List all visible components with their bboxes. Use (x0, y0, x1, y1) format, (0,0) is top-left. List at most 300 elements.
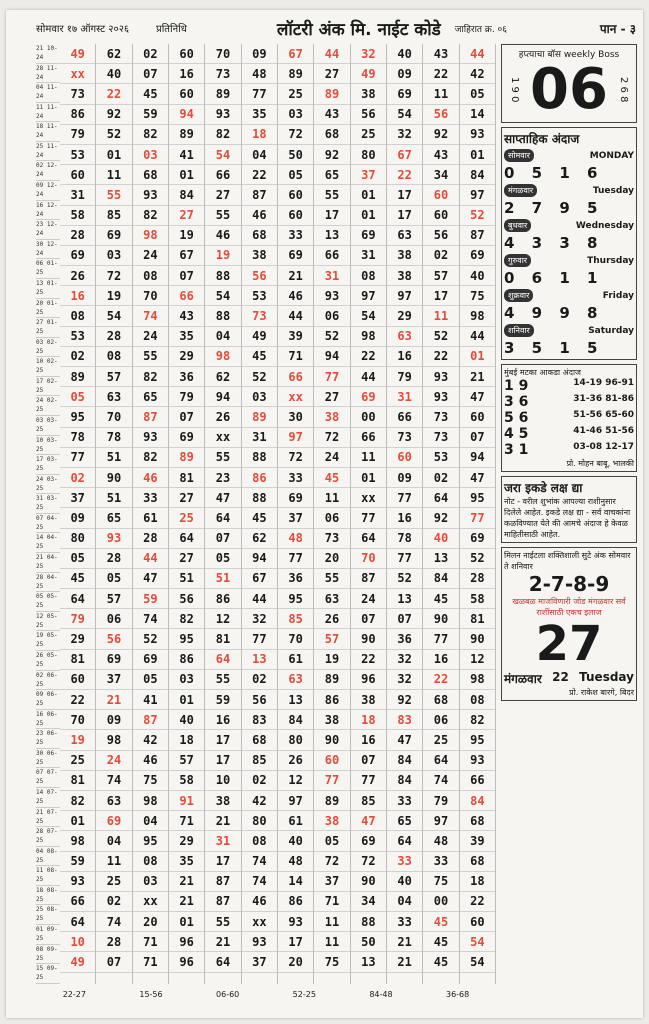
weekly-forecast-box (501, 127, 637, 360)
table-cell: 52 (314, 327, 349, 347)
guess-digits: 1 9 (504, 378, 529, 394)
table-cell: 93 (460, 751, 495, 771)
week-labels (36, 44, 60, 984)
table-cell: 38 (351, 690, 386, 710)
table-cell: 75 (314, 952, 349, 972)
table-cell: 66 (60, 892, 95, 912)
guess-author: प्रो. मोहन बाबू, भालकी (566, 459, 634, 468)
table-cell: 06 (423, 710, 458, 730)
forecast-day (504, 289, 634, 302)
table-cell: 27 (205, 185, 240, 205)
table-cell: 31 (314, 266, 349, 286)
table-cell: 46 (278, 286, 313, 306)
table-cell: 42 (242, 791, 277, 811)
table-cell: 55 (205, 206, 240, 226)
table-cell: 77 (351, 771, 386, 791)
day-label-en: Thursday (587, 255, 634, 266)
table-cell: 17 (387, 206, 422, 226)
table-cell: 53 (242, 286, 277, 306)
table-cell: 87 (205, 872, 240, 892)
table-cell: 93 (242, 932, 277, 952)
week-label: 23 12-24 (36, 220, 60, 240)
table-cell: 25 (278, 84, 313, 104)
table-cell: 88 (242, 488, 277, 508)
table-cell: 85 (242, 751, 277, 771)
table-cell: 68 (133, 165, 168, 185)
table-cell: 85 (96, 206, 131, 226)
table-cell: 22 (387, 165, 422, 185)
table-cell: 27 (169, 549, 204, 569)
table-cell: 25 (351, 125, 386, 145)
table-cell: 74 (96, 771, 131, 791)
table-cell: 01 (60, 811, 95, 831)
table-cell: 27 (169, 206, 204, 226)
table-cell: 88 (205, 306, 240, 326)
day-label-en: Tuesday (592, 185, 634, 196)
table-cell: 89 (314, 670, 349, 690)
table-cell: 52 (133, 629, 168, 649)
table-cell: 44 (314, 44, 349, 64)
table-cell: 87 (242, 185, 277, 205)
footer-value: 84-48 (369, 990, 393, 999)
table-cell: 63 (96, 791, 131, 811)
table-cell: 98 (351, 327, 386, 347)
table-cell: 02 (242, 771, 277, 791)
table-cell: 24 (96, 751, 131, 771)
table-cell: 96 (169, 932, 204, 952)
table-cell: 17 (387, 185, 422, 205)
table-cell: 05 (278, 165, 313, 185)
table-cell: 48 (242, 64, 277, 84)
table-cell: 24 (133, 246, 168, 266)
table-cell: 54 (96, 306, 131, 326)
table-cell: 43 (423, 145, 458, 165)
week-label: 09 12-24 (36, 181, 60, 201)
table-cell: 72 (278, 448, 313, 468)
table-cell: 92 (387, 690, 422, 710)
table-cell: 93 (133, 185, 168, 205)
table-cell: 45 (423, 952, 458, 972)
table-cell: 84 (460, 165, 495, 185)
table-cell: 79 (387, 367, 422, 387)
table-cell: 01 (351, 468, 386, 488)
table-cell: 78 (60, 428, 95, 448)
table-cell: 73 (423, 407, 458, 427)
table-cell: 11 (314, 912, 349, 932)
table-cell: 36 (169, 367, 204, 387)
table-cell: 02 (96, 892, 131, 912)
table-cell: 56 (242, 690, 277, 710)
table-cell: 13 (242, 650, 277, 670)
table-cell: 98 (460, 670, 495, 690)
table-cell: 69 (96, 811, 131, 831)
table-cell: 55 (205, 670, 240, 690)
table-cell: 68 (242, 226, 277, 246)
week-label: 10 02-25 (36, 357, 60, 377)
table-cell: 66 (169, 286, 204, 306)
table-cell: 44 (460, 327, 495, 347)
table-cell: 82 (60, 791, 95, 811)
table-cell: 55 (133, 347, 168, 367)
week-label: 17 03-25 (36, 455, 60, 475)
table-cell: 38 (242, 246, 277, 266)
table-cell: 50 (278, 145, 313, 165)
table-cell: xx (60, 64, 95, 84)
week-label: 04 11-24 (36, 83, 60, 103)
table-cell: 86 (205, 589, 240, 609)
week-label: 21 04-25 (36, 553, 60, 573)
table-cell: 21 (169, 872, 204, 892)
table-cell: 44 (460, 44, 495, 64)
week-label: 09 06-25 (36, 690, 60, 710)
table-cell: 82 (133, 448, 168, 468)
table-cell: 28 (460, 569, 495, 589)
table-cell: 93 (460, 125, 495, 145)
table-cell: 31 (205, 831, 240, 851)
table-cell: 48 (278, 529, 313, 549)
guess-row (504, 410, 634, 426)
weekly-number: 06 (530, 57, 608, 122)
table-cell: 93 (423, 367, 458, 387)
table-cell: 61 (278, 650, 313, 670)
table-cell: 46 (133, 468, 168, 488)
week-label: 06 01-25 (36, 259, 60, 279)
table-cell: 70 (351, 549, 386, 569)
table-cell: 40 (169, 710, 204, 730)
table-cell: 38 (314, 811, 349, 831)
table-cell: 35 (242, 105, 277, 125)
table-cell: 22 (423, 670, 458, 690)
table-cell: 03 (169, 670, 204, 690)
table-cell: 45 (423, 912, 458, 932)
table-cell: 19 (60, 730, 95, 750)
table-cell: 22 (423, 64, 458, 84)
table-cell: 07 (96, 952, 131, 972)
table-column (278, 44, 314, 984)
table-cell: 69 (60, 246, 95, 266)
table-cell: 47 (460, 468, 495, 488)
table-cell: 64 (60, 912, 95, 932)
table-cell: 32 (351, 44, 386, 64)
table-cell: 46 (205, 226, 240, 246)
table-cell: 64 (205, 650, 240, 670)
table-cell: 43 (169, 306, 204, 326)
table-cell: 51 (96, 488, 131, 508)
notice-box (501, 476, 637, 543)
table-cell: 11 (96, 852, 131, 872)
week-label: 21 10-24 (36, 44, 60, 64)
weekly-boss-box (501, 44, 637, 123)
table-cell: 20 (133, 912, 168, 932)
table-cell: 01 (351, 206, 386, 226)
forecast-day (504, 184, 634, 197)
table-cell: 40 (423, 529, 458, 549)
week-label: 15 09-25 (36, 964, 60, 984)
table-cell: 24 (314, 448, 349, 468)
table-cell: 11 (351, 448, 386, 468)
table-cell: 53 (60, 145, 95, 165)
table-cell: 79 (60, 125, 95, 145)
table-cell: 97 (387, 286, 422, 306)
table-cell: 09 (387, 64, 422, 84)
table-cell: 77 (423, 629, 458, 649)
table-cell: 57 (96, 367, 131, 387)
table-cell: 95 (460, 730, 495, 750)
table-cell: 60 (423, 185, 458, 205)
table-cell: 37 (60, 488, 95, 508)
table-cell: 75 (460, 286, 495, 306)
guess-pairs: 51-56 65-60 (573, 410, 634, 420)
table-cell: 31 (242, 428, 277, 448)
table-cell: 55 (314, 185, 349, 205)
table-cell: 16 (423, 650, 458, 670)
table-cell: 65 (314, 165, 349, 185)
table-cell: 33 (423, 852, 458, 872)
table-cell: 60 (423, 206, 458, 226)
table-cell: 28 (96, 549, 131, 569)
table-cell: 66 (278, 367, 313, 387)
table-columns (60, 44, 496, 984)
table-cell: 38 (205, 791, 240, 811)
table-cell: 80 (60, 529, 95, 549)
table-cell: 74 (423, 771, 458, 791)
table-cell: 63 (278, 670, 313, 690)
table-cell: 35 (169, 852, 204, 872)
table-cell: 57 (314, 629, 349, 649)
table-cell: 49 (351, 64, 386, 84)
table-cell: 02 (60, 347, 95, 367)
table-cell: 54 (460, 932, 495, 952)
table-cell: 07 (169, 266, 204, 286)
week-label: 08 09-25 (36, 945, 60, 965)
table-cell: 49 (242, 327, 277, 347)
table-cell: 46 (242, 892, 277, 912)
table-cell: 64 (351, 529, 386, 549)
table-cell: 54 (351, 306, 386, 326)
table-cell: 54 (205, 286, 240, 306)
table-cell: 90 (460, 629, 495, 649)
table-cell: 60 (60, 670, 95, 690)
notice-title: जरा इकडे लक्ष द्या (504, 481, 583, 495)
table-cell: 84 (460, 791, 495, 811)
table-cell: 84 (169, 185, 204, 205)
table-cell: 82 (205, 125, 240, 145)
table-cell: 56 (423, 105, 458, 125)
header-date: सोमवार १७ ऑगस्ट २०२६ (36, 24, 130, 35)
page-header (36, 14, 636, 42)
forecast-title: साप्ताहिक अंदाज (504, 132, 580, 146)
table-cell: 59 (205, 690, 240, 710)
table-cell: 69 (351, 387, 386, 407)
table-cell: 81 (460, 609, 495, 629)
table-cell: 02 (423, 468, 458, 488)
table-cell: 28 (133, 529, 168, 549)
table-cell: 77 (460, 508, 495, 528)
guess-pairs: 31-36 81-86 (573, 394, 634, 404)
table-cell: 34 (351, 892, 386, 912)
table-cell: 37 (96, 670, 131, 690)
table-cell: 07 (205, 529, 240, 549)
forecast-day (504, 254, 634, 267)
week-label: 25 08-25 (36, 905, 60, 925)
table-cell: 55 (205, 448, 240, 468)
guess-pairs: 03-08 12-17 (573, 442, 634, 452)
table-cell: 32 (387, 670, 422, 690)
table-cell: 22 (351, 650, 386, 670)
table-cell: 90 (314, 730, 349, 750)
table-cell: 47 (133, 569, 168, 589)
table-cell: xx (351, 488, 386, 508)
table-cell: 46 (242, 206, 277, 226)
table-cell: 84 (278, 710, 313, 730)
table-cell: 08 (133, 852, 168, 872)
table-cell: 17 (278, 932, 313, 952)
table-cell: 33 (278, 468, 313, 488)
week-label: 04 08-25 (36, 847, 60, 867)
table-cell: 05 (133, 670, 168, 690)
table-cell: 97 (278, 428, 313, 448)
final-day-en: Tuesday (579, 670, 634, 684)
table-cell: 26 (314, 609, 349, 629)
table-cell: 98 (460, 306, 495, 326)
table-cell: 21 (387, 952, 422, 972)
table-cell: 24 (351, 589, 386, 609)
table-cell: 32 (242, 609, 277, 629)
table-cell: 16 (60, 286, 95, 306)
table-cell: 57 (96, 589, 131, 609)
table-cell: 81 (60, 771, 95, 791)
table-cell: 93 (60, 872, 95, 892)
table-cell: 62 (242, 529, 277, 549)
table-cell: 07 (387, 609, 422, 629)
table-cell: 87 (133, 407, 168, 427)
table-cell: 38 (314, 407, 349, 427)
table-column (96, 44, 132, 984)
table-cell: 91 (169, 791, 204, 811)
table-cell: 69 (96, 650, 131, 670)
table-cell: 84 (387, 771, 422, 791)
week-label: 20 01-25 (36, 299, 60, 319)
table-cell: 52 (387, 569, 422, 589)
table-cell: 64 (387, 831, 422, 851)
table-cell: 02 (242, 670, 277, 690)
table-cell: 16 (169, 64, 204, 84)
table-cell: 92 (423, 508, 458, 528)
table-cell: 14 (460, 105, 495, 125)
final-combo: 2-7-8-9 (528, 572, 610, 596)
guess-title: मुंबई मटका आकडा अंदाज (504, 368, 581, 377)
table-cell: 33 (387, 852, 422, 872)
week-label: 01 09-25 (36, 925, 60, 945)
week-label: 31 03-25 (36, 494, 60, 514)
week-label: 10 03-25 (36, 436, 60, 456)
page-number: पान - ३ (599, 21, 636, 36)
table-cell: 40 (387, 872, 422, 892)
table-cell: 89 (169, 125, 204, 145)
table-cell: 64 (60, 589, 95, 609)
table-cell: 03 (96, 246, 131, 266)
table-cell: 16 (387, 347, 422, 367)
table-cell: 89 (60, 367, 95, 387)
table-cell: 37 (351, 165, 386, 185)
table-cell: 87 (460, 226, 495, 246)
table-cell: 32 (387, 650, 422, 670)
guess-pairs: 14-19 96-91 (573, 378, 634, 388)
table-cell: 43 (314, 105, 349, 125)
table-cell: 01 (169, 690, 204, 710)
table-cell: 77 (387, 488, 422, 508)
table-cell: 60 (460, 912, 495, 932)
table-cell: 00 (423, 892, 458, 912)
table-cell: 00 (351, 407, 386, 427)
table-cell: 70 (205, 44, 240, 64)
notice-text: नोट - वरील शुभांक आपल्या राशीनुसार दिलेले आहेत. इकडे लक्ष द्या - सर्व वाचकांना कळविण्यात येते की आमचे अंदाज हे केवळ माहितीसाठी आहेत. (504, 497, 631, 539)
table-cell: 01 (169, 912, 204, 932)
table-cell: 93 (278, 912, 313, 932)
table-cell: 62 (96, 44, 131, 64)
table-cell: 70 (278, 629, 313, 649)
table-cell: 29 (169, 347, 204, 367)
table-cell: 89 (314, 84, 349, 104)
table-cell: 67 (242, 569, 277, 589)
table-cell: 64 (423, 488, 458, 508)
week-label: 23 06-25 (36, 729, 60, 749)
table-cell: 09 (387, 468, 422, 488)
table-cell: 84 (387, 751, 422, 771)
week-label: 03 03-25 (36, 416, 60, 436)
table-cell: 95 (169, 629, 204, 649)
table-column (242, 44, 278, 984)
table-cell: 27 (314, 387, 349, 407)
table-cell: 77 (387, 549, 422, 569)
table-cell: 40 (387, 44, 422, 64)
table-cell: 51 (205, 569, 240, 589)
table-cell: 57 (169, 751, 204, 771)
table-cell: 13 (423, 549, 458, 569)
week-label: 28 04-25 (36, 573, 60, 593)
table-cell: 07 (351, 609, 386, 629)
table-cell: 03 (278, 105, 313, 125)
table-cell: 66 (387, 407, 422, 427)
table-cell: 56 (96, 629, 131, 649)
week-label: 28 07-25 (36, 827, 60, 847)
table-cell: 56 (242, 266, 277, 286)
table-cell: 05 (60, 387, 95, 407)
table-cell: 40 (96, 64, 131, 84)
forecast-numbers: 4 9 9 8 (504, 304, 604, 322)
table-cell: 80 (278, 730, 313, 750)
table-cell: 16 (205, 710, 240, 730)
table-cell: 73 (314, 529, 349, 549)
table-cell: 97 (423, 811, 458, 831)
table-cell: 38 (387, 266, 422, 286)
table-cell: 70 (133, 286, 168, 306)
table-cell: 55 (314, 569, 349, 589)
table-cell: 65 (387, 811, 422, 831)
footer-value: 52-25 (292, 990, 316, 999)
table-cell: 25 (60, 751, 95, 771)
weekly-left: 1 9 0 (509, 77, 520, 103)
table-cell: 37 (314, 872, 349, 892)
table-cell: 30 (278, 407, 313, 427)
table-cell: 05 (60, 549, 95, 569)
weekly-right: 2 6 8 (617, 77, 629, 103)
table-cell: 73 (423, 428, 458, 448)
table-cell: 60 (460, 407, 495, 427)
table-cell: 49 (60, 952, 95, 972)
table-cell: 86 (314, 690, 349, 710)
table-cell: 65 (96, 508, 131, 528)
